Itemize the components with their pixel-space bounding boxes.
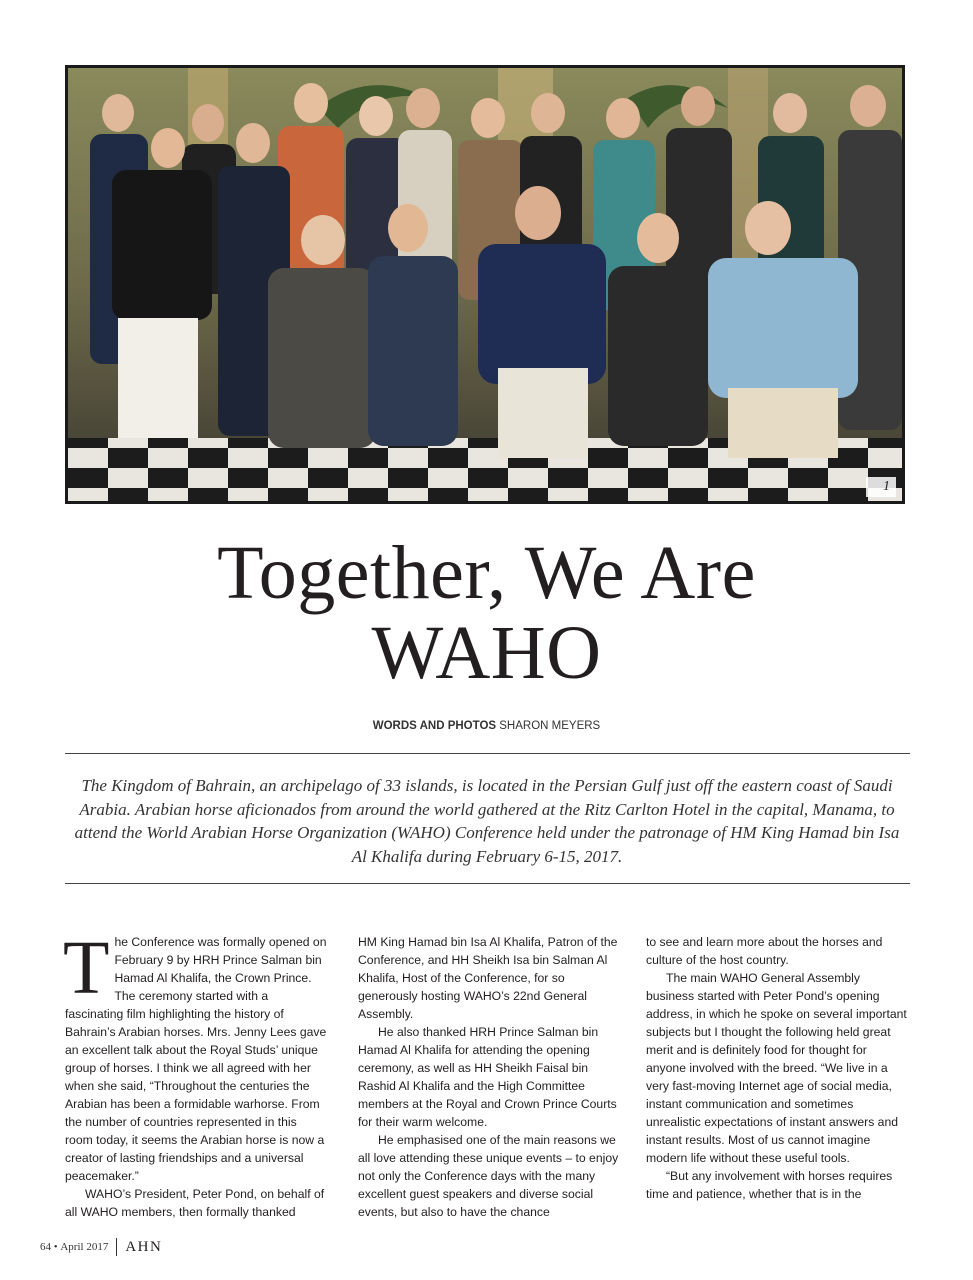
issue-date: April 2017 [60,1241,109,1253]
page-number: 64 [40,1241,51,1253]
column-1 [63,926,327,1221]
photo-number-label: 1 [866,477,896,497]
title-line-2: WAHO [371,611,602,695]
title-line-1: Together, We Are [217,531,756,615]
article-title [0,533,973,693]
paragraph [63,926,327,1185]
paragraph: WAHO’s President, Peter Pond, on behalf of all WAHO members, then formally thanked [65,1187,325,1219]
column-2 [358,933,620,1221]
magazine-brand: AHN [125,1238,163,1255]
divider-top [65,753,910,754]
paragraph: The main WAHO General Assembly business started with Peter Pond’s opening address, in which he spoke on several important subjects but I thought the following held great merit and is definitely food for thought for anyone involved with the breed. “We live in a very fast-moving Internet age of social media, instant communication and sometimes unrealistic expectations of instant answers and instant results. Most of us cannot imagine modern life without these useful tools. [646,971,907,1165]
paragraph: He emphasised one of the main reasons we all love attending these unique events – to enjoy not only the Conference days with the many excellent guest speakers and diverse social events, but also to have the chance [358,1133,619,1219]
footer-separator [116,1238,117,1256]
paragraph: HM King Hamad bin Isa Al Khalifa, Patron of the Conference, and HH Sheikh Isa bin Salman Al Khalifa, Host of the Conference, for so generously hosting WAHO’s 22nd General Assembly. [358,935,618,1021]
group-photo [65,65,905,504]
byline-label: WORDS AND PHOTOS [372,720,497,732]
footer-bullet: • [53,1241,58,1253]
paragraph: to see and learn more about the horses and culture of the host country. [646,935,883,967]
group-photo-image [68,68,902,501]
drop-cap: T [63,926,110,1010]
paragraph: He also thanked HRH Prince Salman bin Hamad Al Khalifa for attending the opening ceremony, as well as HH Sheikh Faisal bin Rashid Al Khalifa and the High Committee members at the Royal and Crown Prince Courts for their warm welcome. [358,1025,617,1129]
divider-bottom [65,883,910,884]
paragraph: “But any involvement with horses requires time and patience, whether that is in the [646,1169,893,1201]
page-footer [40,1238,162,1256]
standfirst: The Kingdom of Bahrain, an archipelago of 33 islands, is located in the Persian Gulf just off the eastern coast of Saudi Arabia. Arabian horse aficionados from around the world gathered at the Ritz Carlton Hotel in the capital, Manama, to attend the World Arabian Horse Organization (WAHO) Conference held under the patronage of HM King Hamad bin Isa Al Khalifa during February 6-15, 2017. [74,776,900,866]
column-3 [646,933,908,1203]
paragraph-text: he Conference was formally opened on February 9 by HRH Prince Salman bin Hamad Al Khalifa, the Crown Prince. The ceremony started with a fascinating film highlighting the history of Bahrain’s Arabian horses. Mrs. Jenny Lees gave an excellent talk about the Royal Studs’ unique group of horses. I think we all agreed with her when she said, “Throughout the centuries the Arabian has been a formidable warhorse. From the number of countries represented in this room today, it seems the Arabian horse is now a creator of lasting friendships and a universal peacemaker.” [65,935,327,1183]
byline [0,720,973,732]
byline-name: SHARON MEYERS [499,720,601,732]
